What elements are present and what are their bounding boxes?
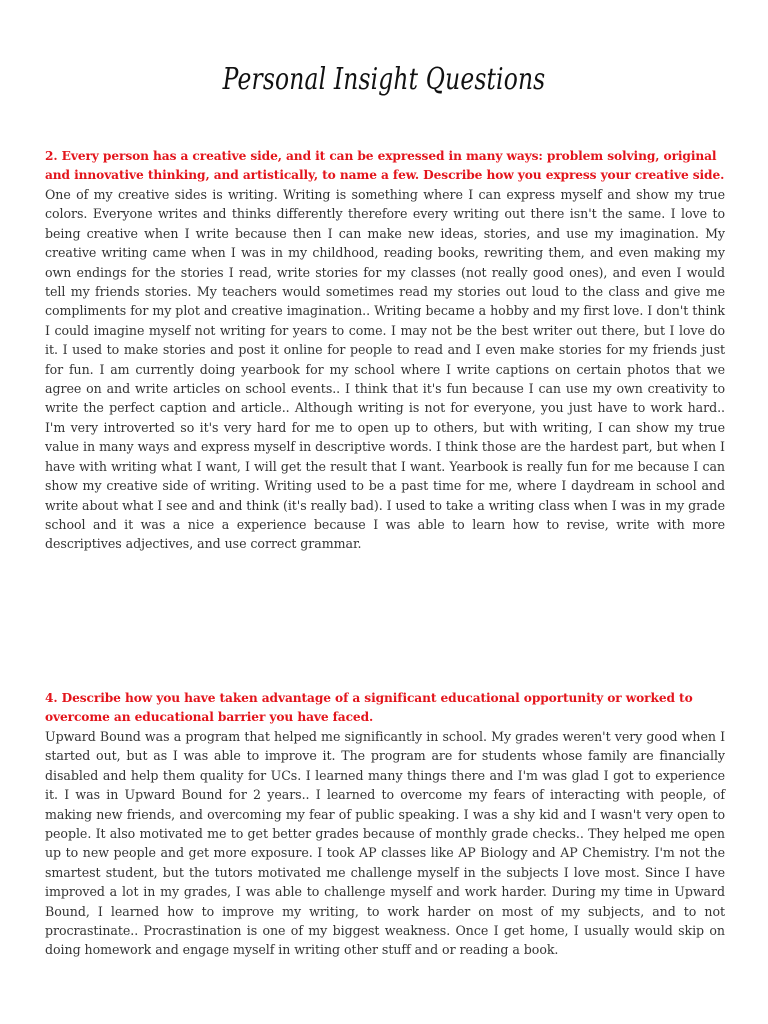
question-section-2 bbox=[45, 147, 725, 554]
question-answer: Upward Bound was a program that helped me significantly in school. My grades weren't very good when I started out, but as I was able to improve it. The program are for students whose family are financially disabled and help them quality for UCs. I learned many things there and I'm was glad I got to experience it. I was in Upward Bound for 2 years.. I learned to overcome my fears of interacting with people, of making new friends, and overcoming my fear of public speaking. I was a shy kid and I wasn't very open to people. It also motivated me to get better grades because of monthly grade checks.. They helped me open up to new people and get more exposure. I took AP classes like AP Biology and AP Chemistry. I'm not the smartest student, but the tutors motivated me challenge myself in the subjects I love most. Since I have improved a lot in my grades, I was able to challenge myself and work harder. During my time in Upward Bound, I learned how to improve my writing, to work harder on most of my subjects, and to not procrastinate.. Procrastination is one of my biggest weakness. Once I get home, I usually would skip on doing homework and engage myself in writing other stuff and or reading a book. bbox=[45, 729, 725, 958]
question-section-4 bbox=[45, 689, 725, 960]
question-prompt: 4. Describe how you have taken advantage of a significant educational opportunity or worked to overcome an educational barrier you have faced. bbox=[45, 691, 693, 724]
question-prompt: 2. Every person has a creative side, and it can be expressed in many ways: problem solving, original and innovative thinking, and artistically, to name a few. Describe how you express your creative side. bbox=[45, 149, 725, 182]
page-title: Personal Insight Questions bbox=[222, 62, 546, 97]
question-answer: One of my creative sides is writing. Writing is something where I can express myself and show my true colors. Everyone writes and thinks differently therefore every writing out there isn't the same. I love to being creative when I write because then I can make new ideas, stories, and use my imagination. My creative writing came when I was in my childhood, reading books, rewriting them, and even making my own endings for the stories I read, write stories for my classes (not really good ones), and even I would tell my friends stories. My teachers would sometimes read my stories out loud to the class and give me compliments for my plot and creative imagination.. Writing became a hobby and my first love. I don't think I could imagine myself not writing for years to come. I may not be the best writer out there, but I love do it. I used to make stories and post it online for people to read and I even make stories for my friends just for fun. I am currently doing yearbook for my school where I write captions on certain photos that we agree on and write articles on school events.. I think that it's fun because I can use my own creativity to write the perfect caption and article.. Although writing is not for everyone, you just have to work hard.. I'm very introverted so it's very hard for me to open up to others, but with writing, I can show my true value in many ways and express myself in descriptive words. I think those are the hardest part, but when I have with writing what I want, I will get the result that I want. Yearbook is really fun for me because I can show my creative side of writing. Writing used to be a past time for me, where I daydream in school and write about what I see and and think (it's really bad). I used to take a writing class when I was in my grade school and it was a nice a experience because I was able to learn how to revise, write with more descriptives adjectives, and use correct grammar. bbox=[45, 187, 725, 552]
